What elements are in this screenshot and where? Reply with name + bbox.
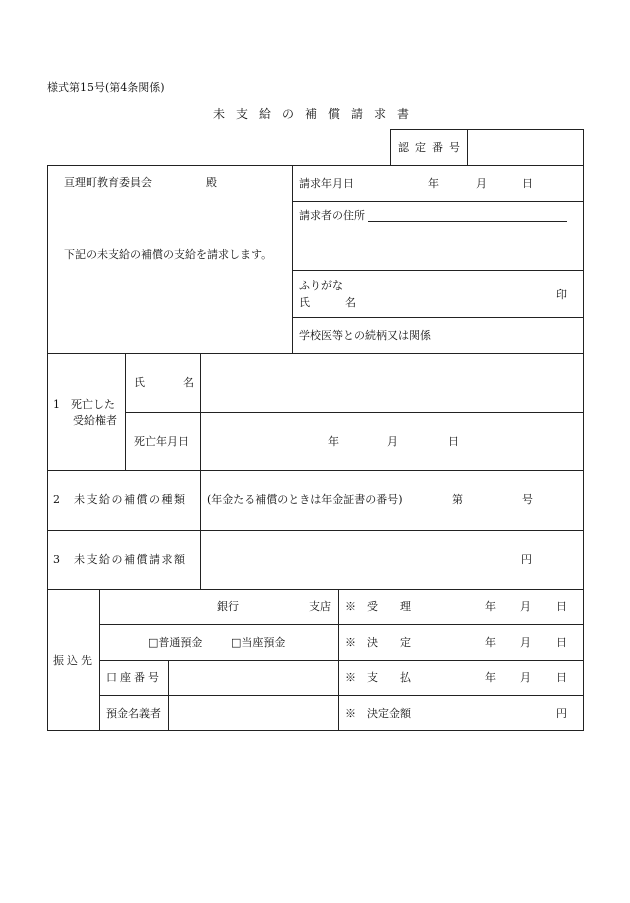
- bank-name-field[interactable]: [102, 592, 214, 622]
- pension-cert-no-field[interactable]: [466, 480, 518, 520]
- address-label: 請求者の住所: [299, 209, 365, 222]
- seal-mark: 印: [556, 288, 567, 301]
- sec2-dai: 第: [452, 493, 463, 506]
- office-decided-label: ※ 決 定: [345, 636, 411, 649]
- deceased-name-field[interactable]: [203, 356, 581, 410]
- request-date-label: 請求年月日: [299, 177, 354, 190]
- holder-label: 預金名義者: [106, 707, 161, 720]
- received-year: 年: [485, 600, 496, 613]
- sec1-label-line1: 1 死亡した: [53, 398, 115, 411]
- holder-field[interactable]: [171, 698, 335, 728]
- paid-month: 月: [520, 671, 531, 684]
- death-month: 月: [387, 435, 398, 448]
- branch-name-field[interactable]: [240, 592, 306, 622]
- sec3-yen: 円: [521, 553, 532, 566]
- requester-name-label: 氏 名: [299, 296, 368, 309]
- death-date-field[interactable]: [203, 415, 581, 467]
- transfer-label: 振込先: [53, 654, 95, 667]
- relation-field[interactable]: [440, 320, 580, 350]
- relation-label: 学校医等との続柄又は関係: [299, 329, 431, 342]
- branch-label: 支店: [309, 600, 331, 613]
- decided-amount-yen: 円: [556, 707, 567, 720]
- sec1-label-line2: 受給権者: [73, 414, 117, 427]
- deposit-current-checkbox[interactable]: □当座預金: [231, 636, 286, 649]
- requester-name-field[interactable]: [360, 274, 550, 314]
- death-day: 日: [448, 435, 459, 448]
- cert-no-field[interactable]: [469, 131, 581, 163]
- account-no-label: 口座番号: [106, 671, 162, 684]
- death-year: 年: [328, 435, 339, 448]
- office-paid-label: ※ 支 払: [345, 671, 411, 684]
- deceased-name-label: 氏 名: [134, 376, 194, 389]
- request-year: 年: [428, 177, 439, 190]
- address-field[interactable]: [368, 206, 567, 266]
- decided-day: 日: [556, 636, 567, 649]
- sec2-note: (年金たる補償のときは年金証書の番号): [207, 493, 403, 506]
- office-received-label: ※ 受 理: [345, 600, 411, 613]
- bank-label: 銀行: [217, 600, 239, 613]
- paid-year: 年: [485, 671, 496, 684]
- addressee: 亘理町教育委員会: [64, 176, 152, 189]
- request-day: 日: [522, 177, 533, 190]
- form-title: 未支給の補償請求書: [213, 107, 421, 121]
- account-no-field[interactable]: [171, 663, 335, 693]
- cert-no-label: 認定番号: [398, 141, 466, 154]
- form-number: 様式第15号(第4条関係): [47, 81, 165, 94]
- received-day: 日: [556, 600, 567, 613]
- deposit-ordinary-checkbox[interactable]: □普通預金: [148, 636, 203, 649]
- decided-year: 年: [485, 636, 496, 649]
- sec2-go: 号: [522, 493, 533, 506]
- request-date-field[interactable]: [360, 170, 580, 198]
- received-month: 月: [520, 600, 531, 613]
- death-date-label: 死亡年月日: [134, 435, 189, 448]
- claim-amount-field[interactable]: [203, 533, 515, 586]
- sec3-label: 3 未支給の補償請求額: [53, 553, 187, 566]
- decided-month: 月: [520, 636, 531, 649]
- furigana-label: ふりがな: [299, 279, 343, 292]
- request-text: 下記の未支給の補償の支給を請求します。: [64, 248, 273, 261]
- paid-day: 日: [556, 671, 567, 684]
- request-month: 月: [476, 177, 487, 190]
- addressee-suffix: 殿: [206, 176, 217, 189]
- office-decided-amount-label: ※ 決定金額: [345, 707, 411, 720]
- sec2-label: 2 未支給の補償の種類: [53, 493, 187, 506]
